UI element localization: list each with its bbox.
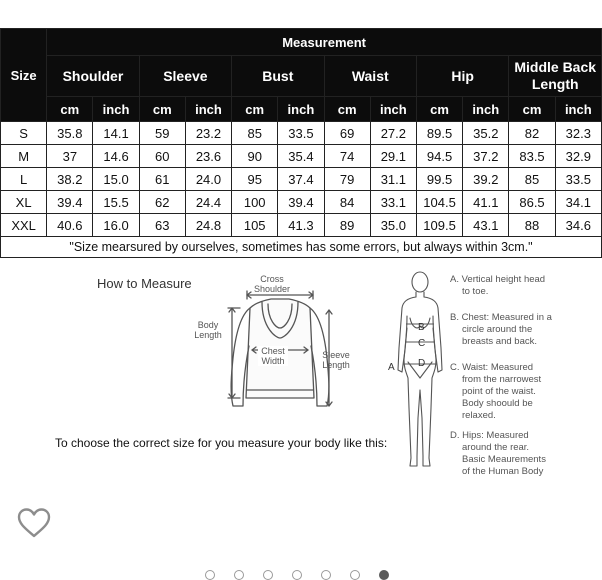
- measurement-cell: 88: [509, 214, 555, 237]
- measurement-header: Measurement: [47, 29, 602, 56]
- group-header-sleeve: Sleeve: [139, 56, 231, 97]
- measurement-cell: 33.1: [370, 191, 416, 214]
- size-chart-table: [0, 28, 602, 258]
- size-cell: S: [1, 122, 47, 145]
- group-header-middle-back-line2: Length: [531, 76, 579, 92]
- size-cell: M: [1, 145, 47, 168]
- measurement-cell: 29.1: [370, 145, 416, 168]
- measurement-cell: 95: [232, 168, 278, 191]
- carousel-dot[interactable]: [234, 570, 244, 580]
- carousel-dot[interactable]: [379, 570, 389, 580]
- group-header-bust: Bust: [232, 56, 324, 97]
- carousel-dot[interactable]: [292, 570, 302, 580]
- note-line: Hips: Measured: [462, 430, 529, 441]
- measurement-cell: 16.0: [93, 214, 139, 237]
- measurement-cell: 39.4: [278, 191, 324, 214]
- measurement-cell: 94.5: [416, 145, 462, 168]
- measurement-cell: 61: [139, 168, 185, 191]
- measurement-cell: 90: [232, 145, 278, 168]
- guide-title: How to Measure: [97, 276, 192, 291]
- measurement-cell: 63: [139, 214, 185, 237]
- measurement-cell: 15.5: [93, 191, 139, 214]
- group-header-waist: Waist: [324, 56, 416, 97]
- note-letter: D.: [450, 430, 460, 441]
- table-row: [1, 145, 602, 168]
- measurement-cell: 85: [232, 122, 278, 145]
- marker-d: D: [418, 358, 426, 369]
- note-line: Body shoould be: [462, 398, 533, 409]
- measurement-cell: 84: [324, 191, 370, 214]
- sleeve-length-label-line1: Sleeve: [322, 350, 350, 360]
- table-row: [1, 122, 602, 145]
- measurement-cell: 82: [509, 122, 555, 145]
- measurement-cell: 27.2: [370, 122, 416, 145]
- measurement-note: "Size mearsured by ourselves, sometimes has some errors, but always within 3cm.": [1, 237, 602, 258]
- measure-note: [450, 362, 541, 422]
- body-length-label-line1: Body: [197, 320, 219, 330]
- measurement-cell: 15.0: [93, 168, 139, 191]
- note-line: relaxed.: [462, 410, 496, 421]
- measurement-cell: 35.2: [463, 122, 509, 145]
- measurement-cell: 39.4: [47, 191, 93, 214]
- carousel-dot[interactable]: [350, 570, 360, 580]
- unit-header: inch: [185, 97, 231, 122]
- note-line: to toe.: [462, 286, 489, 297]
- note-line: from the narrowest: [462, 374, 542, 385]
- size-cell: XXL: [1, 214, 47, 237]
- note-line: point of the waist.: [462, 386, 536, 397]
- measurement-cell: 41.3: [278, 214, 324, 237]
- note-line: of the Human Body: [462, 466, 544, 477]
- measurement-cell: 24.4: [185, 191, 231, 214]
- measure-note: [450, 430, 546, 478]
- group-header-shoulder: Shoulder: [47, 56, 139, 97]
- note-letter: B.: [450, 312, 459, 323]
- marker-b: B: [418, 322, 425, 333]
- measurement-cell: 24.8: [185, 214, 231, 237]
- measurement-cell: 104.5: [416, 191, 462, 214]
- carousel-dot[interactable]: [263, 570, 273, 580]
- measurement-cell: 99.5: [416, 168, 462, 191]
- sleeve-length-label-line2: Length: [322, 360, 350, 370]
- unit-header: inch: [278, 97, 324, 122]
- unit-header: cm: [139, 97, 185, 122]
- note-line: Basic Meaurements: [462, 454, 546, 465]
- cross-shoulder-label-line1: Cross: [260, 274, 284, 284]
- measurement-cell: 37.4: [278, 168, 324, 191]
- unit-header: cm: [509, 97, 555, 122]
- measurement-cell: 37: [47, 145, 93, 168]
- measurement-cell: 89: [324, 214, 370, 237]
- group-header-middle-back-line1: Middle Back: [514, 59, 597, 75]
- measurement-cell: 43.1: [463, 214, 509, 237]
- note-letter: A.: [450, 274, 459, 285]
- chest-width-label-line1: Chest: [261, 346, 285, 356]
- note-line: Waist: Measured: [462, 362, 534, 373]
- chest-width-label: [258, 346, 288, 366]
- measurement-cell: 69: [324, 122, 370, 145]
- sleeve-length-label: [316, 350, 356, 370]
- size-cell: L: [1, 168, 47, 191]
- unit-header: cm: [324, 97, 370, 122]
- measurement-cell: 32.3: [555, 122, 601, 145]
- chest-width-label-line2: Width: [261, 356, 285, 366]
- group-header-middle-back-length: [509, 56, 602, 97]
- carousel-pagination: [0, 568, 580, 580]
- table-row: [1, 191, 602, 214]
- note-letter: C.: [450, 362, 460, 373]
- measurement-cell: 100: [232, 191, 278, 214]
- measurement-cell: 34.6: [555, 214, 601, 237]
- measurement-cell: 35.0: [370, 214, 416, 237]
- body-length-label: [190, 320, 226, 340]
- table-row: [1, 214, 602, 237]
- shirt-diagram: [0, 258, 380, 428]
- measurement-cell: 39.2: [463, 168, 509, 191]
- heart-outline-icon[interactable]: [16, 507, 52, 539]
- measurement-cell: 85: [509, 168, 555, 191]
- note-line: Vertical height head: [461, 274, 546, 285]
- cross-shoulder-label: [250, 274, 294, 294]
- measurement-cell: 14.1: [93, 122, 139, 145]
- measurement-cell: 105: [232, 214, 278, 237]
- unit-header: inch: [555, 97, 601, 122]
- unit-header: cm: [416, 97, 462, 122]
- measurement-cell: 89.5: [416, 122, 462, 145]
- size-header: Size: [1, 29, 47, 122]
- note-line: Chest: Measured in a: [461, 312, 552, 323]
- body-length-label-line2: Length: [194, 330, 222, 340]
- note-line: circle around the: [462, 324, 533, 335]
- body-figure: [390, 268, 450, 478]
- measurement-cell: 24.0: [185, 168, 231, 191]
- note-line: around the rear.: [462, 442, 530, 453]
- measurement-cell: 74: [324, 145, 370, 168]
- measurement-cell: 86.5: [509, 191, 555, 214]
- marker-a: A: [388, 362, 395, 373]
- measurement-cell: 14.6: [93, 145, 139, 168]
- carousel-dot[interactable]: [205, 570, 215, 580]
- note-line: breasts and back.: [462, 336, 537, 347]
- measurement-cell: 83.5: [509, 145, 555, 168]
- unit-header: inch: [93, 97, 139, 122]
- group-header-hip: Hip: [416, 56, 508, 97]
- measurement-cell: 79: [324, 168, 370, 191]
- measurement-cell: 38.2: [47, 168, 93, 191]
- measure-note: [450, 274, 545, 298]
- measurement-cell: 34.1: [555, 191, 601, 214]
- size-chart: [0, 28, 597, 258]
- measure-note: [450, 312, 552, 348]
- measurement-cell: 109.5: [416, 214, 462, 237]
- measurement-cell: 32.9: [555, 145, 601, 168]
- unit-header: cm: [47, 97, 93, 122]
- measurement-cell: 62: [139, 191, 185, 214]
- measurement-cell: 35.8: [47, 122, 93, 145]
- measurement-cell: 23.6: [185, 145, 231, 168]
- measurement-cell: 23.2: [185, 122, 231, 145]
- unit-header: inch: [463, 97, 509, 122]
- size-cell: XL: [1, 191, 47, 214]
- measurement-cell: 37.2: [463, 145, 509, 168]
- measurement-cell: 31.1: [370, 168, 416, 191]
- marker-c: C: [418, 338, 426, 349]
- measurement-cell: 40.6: [47, 214, 93, 237]
- measure-guide: [0, 258, 580, 488]
- measurement-cell: 33.5: [555, 168, 601, 191]
- measurement-cell: 35.4: [278, 145, 324, 168]
- guide-instruction: To choose the correct size for you measure your body like this:: [55, 436, 388, 450]
- measurement-cell: 33.5: [278, 122, 324, 145]
- carousel-dot[interactable]: [321, 570, 331, 580]
- table-row: [1, 168, 602, 191]
- cross-shoulder-label-line2: Shoulder: [253, 284, 291, 294]
- measurement-cell: 59: [139, 122, 185, 145]
- measurement-cell: 41.1: [463, 191, 509, 214]
- measurement-cell: 60: [139, 145, 185, 168]
- unit-header: inch: [370, 97, 416, 122]
- unit-header: cm: [232, 97, 278, 122]
